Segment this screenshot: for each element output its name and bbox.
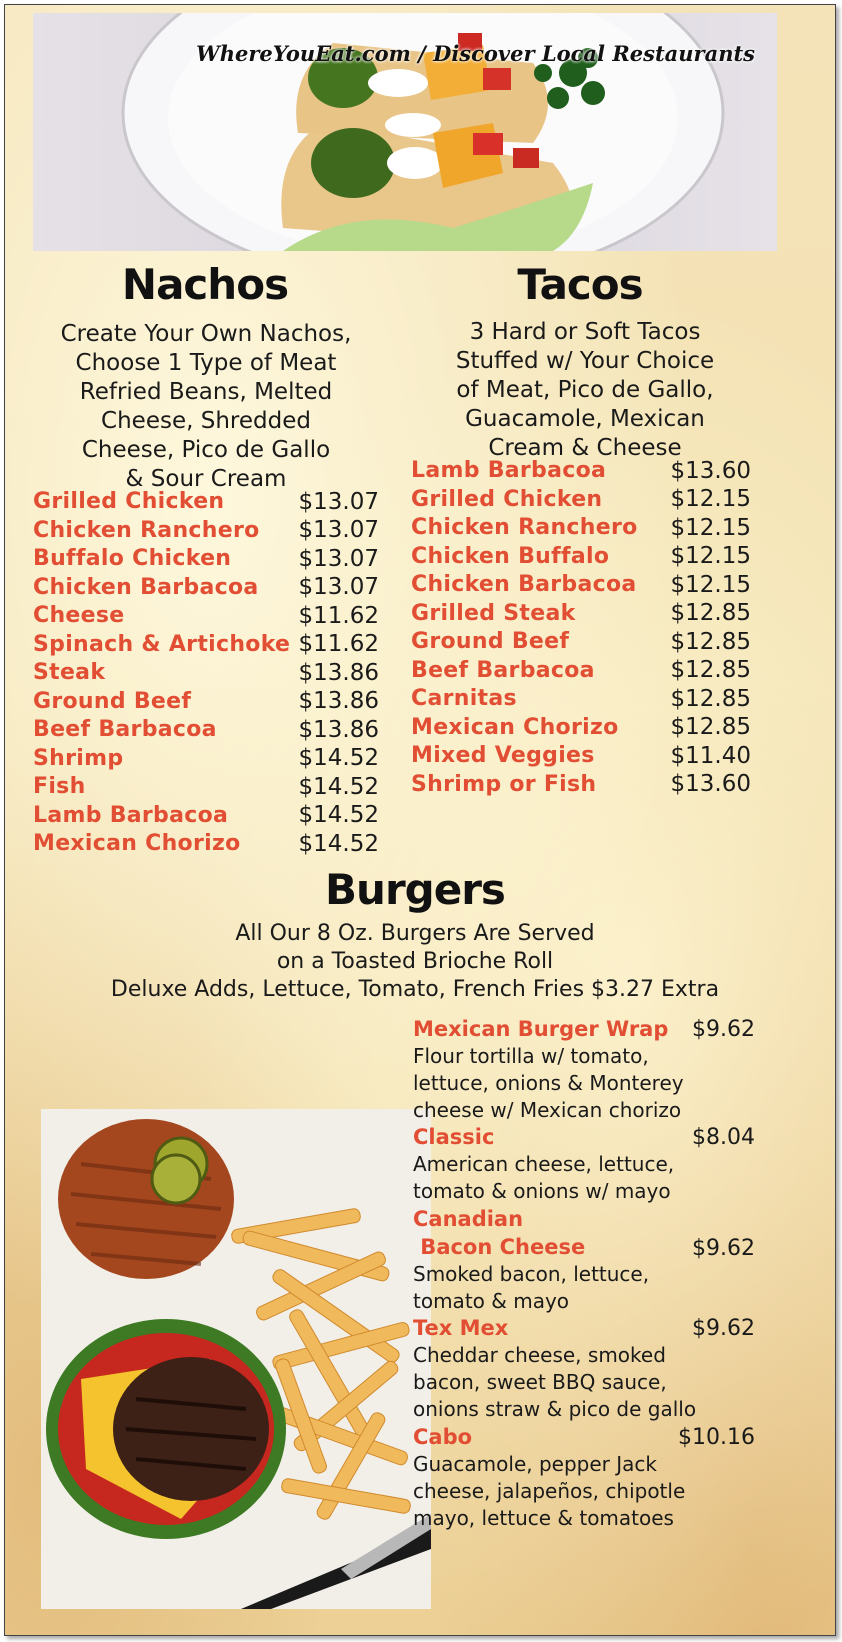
nachos-item-row <box>33 630 379 659</box>
nachos-item-name: Buffalo Chicken <box>33 546 232 571</box>
nachos-item-name: Spinach & Artichoke <box>33 631 291 657</box>
tacos-item-row <box>411 456 751 485</box>
nachos-item-name: Steak <box>33 660 106 685</box>
tacos-item-price: $12.85 <box>670 657 751 683</box>
nachos-item-row <box>33 829 379 858</box>
tacos-item-row <box>411 684 751 713</box>
nachos-item-name: Mexican Chorizo <box>33 831 241 856</box>
tacos-description: 3 Hard or Soft Tacos Stuffed w/ Your Choice of Meat, Pico de Gallo, Guacamole, Mexican Cream & Cheese <box>455 319 715 461</box>
nachos-item-name: Chicken Ranchero <box>33 517 260 543</box>
menu-page <box>4 4 836 1636</box>
tacos-item-price: $12.15 <box>670 543 751 569</box>
burger-item-price: $10.16 <box>678 1424 755 1450</box>
burger-item <box>413 1015 755 1124</box>
nachos-item-row <box>33 658 379 687</box>
tacos-item-row <box>411 599 751 628</box>
nachos-item-row <box>33 544 379 573</box>
tacos-item-name: Mexican Chorizo <box>411 714 619 740</box>
tacos-photo <box>33 13 777 251</box>
nachos-item-name: Beef Barbacoa <box>33 717 217 742</box>
tacos-item-name: Mixed Veggies <box>411 743 595 768</box>
nachos-item-name: Fish <box>33 774 86 799</box>
burger-item <box>413 1423 755 1532</box>
burgers-description: All Our 8 Oz. Burgers Are Served on a Toasted Brioche Roll Deluxe Adds, Lettuce, Tomato, French Fries $3.27 Extra <box>110 921 720 1002</box>
tacos-item-row <box>411 656 751 685</box>
watermark: WhereYouEat.com / Discover Local Restaurants <box>196 41 755 66</box>
tacos-item-price: $13.60 <box>670 457 751 484</box>
tacos-item-name: Lamb Barbacoa <box>411 458 607 483</box>
burger-item-price: $9.62 <box>692 1315 755 1341</box>
nachos-item-price: $14.52 <box>298 745 379 771</box>
tacos-item-price: $12.15 <box>670 486 751 512</box>
nachos-item-name: Chicken Barbacoa <box>33 574 259 600</box>
nachos-item-name: Ground Beef <box>33 688 192 714</box>
tacos-item-name: Shrimp or Fish <box>411 771 597 797</box>
nachos-heading: Nachos <box>121 260 289 309</box>
tacos-item-name: Beef Barbacoa <box>411 657 595 683</box>
burger-item-price: $9.62 <box>692 1016 755 1042</box>
nachos-item-price: $14.52 <box>298 773 379 800</box>
burger-item-description: Guacamole, pepper Jack cheese, jalapeños, chipotle mayo, lettuce & tomatoes <box>413 1452 686 1530</box>
burger-fries-illustration <box>41 1109 431 1609</box>
nachos-item-price: $13.07 <box>298 488 379 515</box>
nachos-item-name: Grilled Chicken <box>33 489 225 514</box>
nachos-item-price: $14.52 <box>298 830 379 857</box>
tacos-item-row <box>411 513 751 542</box>
nachos-item-row <box>33 601 379 630</box>
tacos-item-name: Chicken Buffalo <box>411 543 610 569</box>
tacos-item-name: Carnitas <box>411 686 517 711</box>
tacos-item-row <box>411 741 751 770</box>
tacos-item-price: $12.85 <box>670 628 751 655</box>
nachos-item-price: $13.86 <box>298 659 379 686</box>
tacos-item-row <box>411 627 751 656</box>
burger-item-description: Cheddar cheese, smoked bacon, sweet BBQ sauce, onions straw & pico de gallo <box>413 1343 697 1421</box>
burger-item <box>413 1205 755 1315</box>
tacos-item-row <box>411 570 751 599</box>
nachos-item-row <box>33 487 379 516</box>
nachos-item-price: $13.07 <box>298 545 379 572</box>
tacos-item-name: Chicken Ranchero <box>411 515 638 540</box>
nachos-item-row <box>33 744 379 773</box>
burger-item-description: Flour tortilla w/ tomato, lettuce, onions & Monterey cheese w/ Mexican chorizo <box>413 1044 684 1122</box>
tacos-item-price: $12.85 <box>670 685 751 712</box>
nachos-item-row <box>33 715 379 744</box>
nachos-item-row <box>33 801 379 830</box>
tacos-item-row <box>411 542 751 571</box>
burger-item-price: $8.04 <box>692 1124 755 1150</box>
tacos-item-price: $12.15 <box>670 514 751 541</box>
nachos-item-row <box>33 516 379 545</box>
nachos-item-price: $13.07 <box>298 517 379 543</box>
nachos-item-price: $13.07 <box>298 574 379 600</box>
burger-item <box>413 1123 755 1205</box>
tacos-item-row <box>411 770 751 799</box>
burger-item-name: Mexican Burger Wrap <box>413 1017 669 1041</box>
burgers-heading: Burgers <box>325 865 505 914</box>
tacos-heading: Tacos <box>517 260 643 309</box>
burger-item-name: Canadian Bacon Cheese <box>413 1207 586 1259</box>
nachos-item-name: Shrimp <box>33 745 124 771</box>
nachos-item-price: $14.52 <box>298 802 379 828</box>
nachos-item-price: $11.62 <box>298 602 379 629</box>
nachos-item-row <box>33 573 379 602</box>
burger-photo <box>41 1109 431 1609</box>
nachos-description: Create Your Own Nachos, Choose 1 Type of Meat Refried Beans, Melted Cheese, Shredded Cheese, Pico de Gallo & Sour Cream <box>60 321 352 492</box>
tacos-item-name: Grilled Chicken <box>411 486 603 512</box>
tacos-item-price: $12.15 <box>670 571 751 598</box>
nachos-item-row <box>33 772 379 801</box>
burger-item-name: Tex Mex <box>413 1316 509 1340</box>
nachos-item-price: $11.62 <box>298 631 379 657</box>
tacos-item-name: Chicken Barbacoa <box>411 572 637 597</box>
tacos-item-price: $11.40 <box>670 742 751 769</box>
tacos-item-row <box>411 485 751 514</box>
tacos-item-row <box>411 713 751 742</box>
nachos-item-name: Cheese <box>33 603 125 628</box>
nachos-item-row <box>33 687 379 716</box>
burger-item <box>413 1314 755 1423</box>
burger-item-price: $9.62 <box>692 1236 755 1261</box>
burger-item-description: Smoked bacon, lettuce, tomato & mayo <box>413 1262 650 1313</box>
tacos-item-price: $13.60 <box>670 771 751 797</box>
tacos-item-price: $12.85 <box>670 714 751 740</box>
burger-item-description: American cheese, lettuce, tomato & onions w/ mayo <box>413 1152 675 1203</box>
burger-item-name: Cabo <box>413 1425 473 1449</box>
tacos-item-name: Grilled Steak <box>411 600 576 626</box>
nachos-item-price: $13.86 <box>298 716 379 743</box>
burger-item-name: Classic <box>413 1125 495 1149</box>
tacos-item-price: $12.85 <box>670 600 751 626</box>
tacos-item-name: Ground Beef <box>411 629 570 654</box>
nachos-item-price: $13.86 <box>298 688 379 714</box>
nachos-item-name: Lamb Barbacoa <box>33 802 229 828</box>
